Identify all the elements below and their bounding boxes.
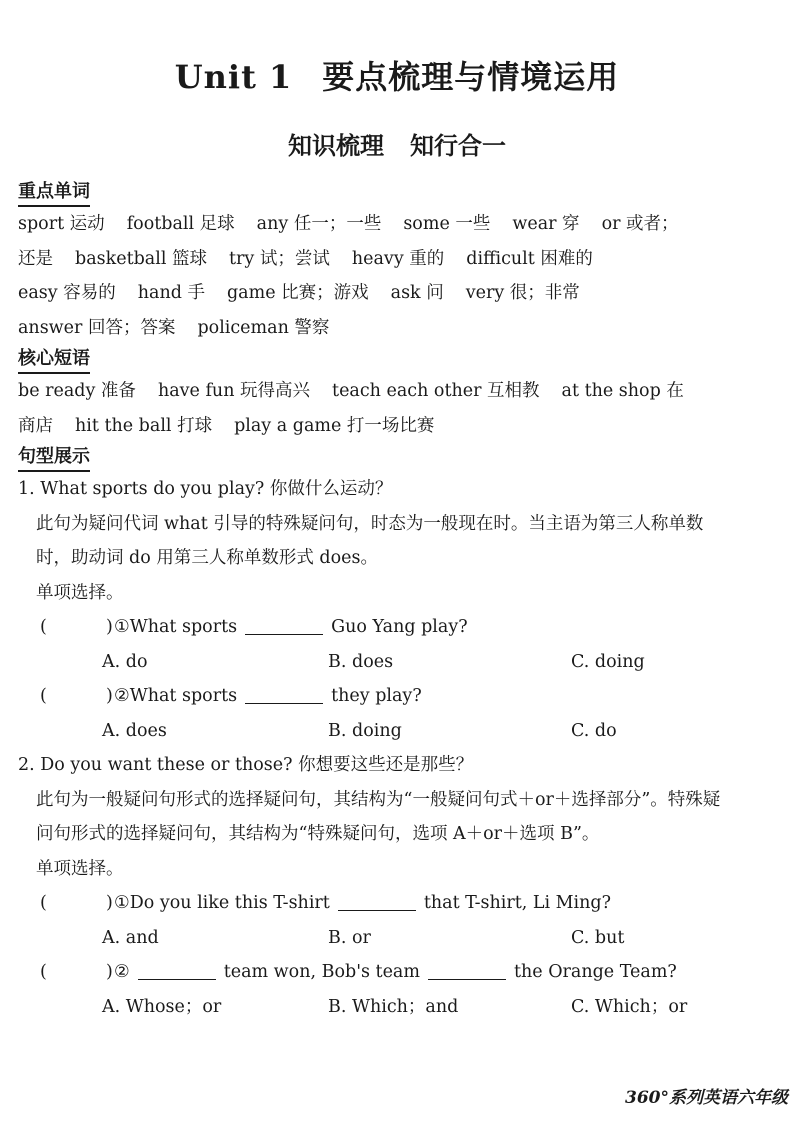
option-b: B. or (328, 927, 371, 948)
vocab-line (18, 311, 722, 346)
answer-paren-close: ) (106, 686, 113, 706)
answer-paren-open: ( (40, 617, 47, 637)
option-a: A. Whose；or (102, 996, 222, 1017)
vocab-item: 还是 (18, 248, 53, 269)
exercise-instruction: 单项选择。 (36, 582, 124, 603)
answer-blank (428, 961, 506, 980)
choice-question (18, 679, 722, 714)
stem-after: the Orange Team? (513, 962, 677, 982)
vocab-item: any 任一；一些 (256, 214, 382, 234)
choice-question (18, 886, 722, 921)
sentences-heading: 句型展示 (18, 445, 90, 472)
question-stem (114, 610, 468, 645)
phrase-item: be ready 准备 (18, 381, 136, 401)
option-a: A. does (102, 720, 167, 741)
answer-blank (138, 961, 216, 980)
choice-question (18, 955, 722, 990)
option-a: A. do (102, 651, 148, 672)
answer-paren-open: ( (40, 686, 47, 706)
phrase-line (18, 409, 722, 444)
option-c: C. Which；or (571, 996, 688, 1017)
option-c: C. doing (571, 651, 645, 672)
vocab-line (18, 276, 722, 311)
option-a: A. and (102, 927, 159, 948)
phrase-list (18, 374, 722, 443)
vocab-item: try 试；尝试 (229, 248, 330, 269)
section-subtitle (0, 126, 794, 161)
choice-options (18, 990, 722, 1025)
answer-paren-close: ) (106, 893, 113, 913)
question-number: ① (114, 893, 130, 913)
vocab-item: wear 穿 (512, 214, 580, 234)
phrase-item: have fun 玩得高兴 (157, 381, 311, 401)
vocab-list (18, 207, 722, 345)
stem-before: What sports (129, 686, 238, 706)
option-c: C. do (571, 720, 617, 741)
option-c: C. but (571, 927, 625, 948)
answer-blank (245, 616, 323, 635)
page-title (0, 52, 794, 98)
option-b: B. Which；and (328, 996, 459, 1017)
vocab-item: or 或者； (601, 214, 679, 234)
answer-paren-open: ( (40, 962, 47, 982)
stem-mid: team won, Bob's team (223, 962, 420, 982)
vocab-item: basketball 篮球 (75, 248, 208, 269)
question-number: ② (114, 962, 130, 982)
unit-label: Unit 1 (174, 58, 293, 96)
vocab-item: some 一些 (403, 214, 491, 234)
sentence-explanation: 此句为一般疑问句形式的选择疑问句，其结构为“一般疑问句式＋or＋选择部分”。特殊疑问句形式的选择疑问句，其结构为“特殊疑问句，选项 A＋or＋选项 B”。 (36, 789, 721, 844)
phrases-heading: 核心短语 (18, 347, 90, 374)
answer-paren-close: ) (106, 617, 113, 637)
vocab-item: very 很；非常 (465, 283, 580, 303)
vocab-line (18, 207, 722, 242)
choice-options (18, 645, 722, 680)
vocab-item: easy 容易的 (18, 283, 116, 303)
vocab-heading: 重点单词 (18, 180, 90, 207)
sentence-question: 1. What sports do you play? 你做什么运动？ (18, 479, 393, 499)
question-stem (114, 679, 422, 714)
answer-blank (245, 685, 323, 704)
answer-paren-open: ( (40, 893, 47, 913)
subtitle-left: 知识梳理 (288, 131, 384, 160)
option-b: B. does (328, 651, 394, 672)
vocab-item: difficult 困难的 (466, 248, 593, 269)
phrase-item: 商店 (18, 415, 53, 436)
choice-question (18, 610, 722, 645)
stem-after: Guo Yang play? (331, 617, 468, 637)
choice-options (18, 714, 722, 749)
subtitle-right: 知行合一 (410, 131, 506, 160)
choice-options (18, 921, 722, 956)
vocab-item: football 足球 (126, 214, 235, 234)
sentence-explanation: 此句为疑问代词 what 引导的特殊疑问句，时态为一般现在时。当主语为第三人称单数时，助动词 do 用第三人称单数形式 does。 (36, 513, 704, 568)
stem-after: that T-shirt, Li Ming? (423, 893, 612, 913)
vocab-item: sport 运动 (18, 214, 105, 234)
phrase-item: teach each other 互相教 (332, 381, 540, 401)
vocab-item: policeman 警察 (197, 317, 330, 338)
question-number: ① (114, 617, 130, 637)
phrase-item: at the shop 在 (561, 381, 684, 401)
vocab-item: heavy 重的 (351, 248, 445, 269)
question-number: ② (114, 686, 130, 706)
exercise-instruction: 单项选择。 (36, 858, 124, 879)
option-b: B. doing (328, 720, 402, 741)
vocab-item: ask 问 (390, 283, 444, 303)
stem-after: they play? (331, 686, 422, 706)
phrase-item: hit the ball 打球 (75, 415, 213, 436)
phrase-line (18, 374, 722, 409)
sentence-question: 2. Do you want these or those? 你想要这些还是那些？ (18, 755, 474, 775)
answer-paren-close: ) (106, 962, 113, 982)
vocab-item: answer 回答；答案 (18, 317, 176, 338)
stem-before: Do you like this T-shirt (129, 893, 330, 913)
question-stem (114, 955, 677, 990)
vocab-item: hand 手 (137, 283, 205, 303)
content-body (18, 178, 722, 1024)
unit-title: 要点梳理与情境运用 (322, 58, 620, 96)
vocab-line (18, 242, 722, 277)
stem-before: What sports (129, 617, 238, 637)
answer-blank (338, 892, 416, 911)
page-footer: 360°系列英语六年级 (625, 1088, 788, 1108)
phrase-item: play a game 打一场比赛 (234, 415, 435, 436)
vocab-item: game 比赛；游戏 (226, 283, 369, 303)
question-stem (114, 886, 611, 921)
